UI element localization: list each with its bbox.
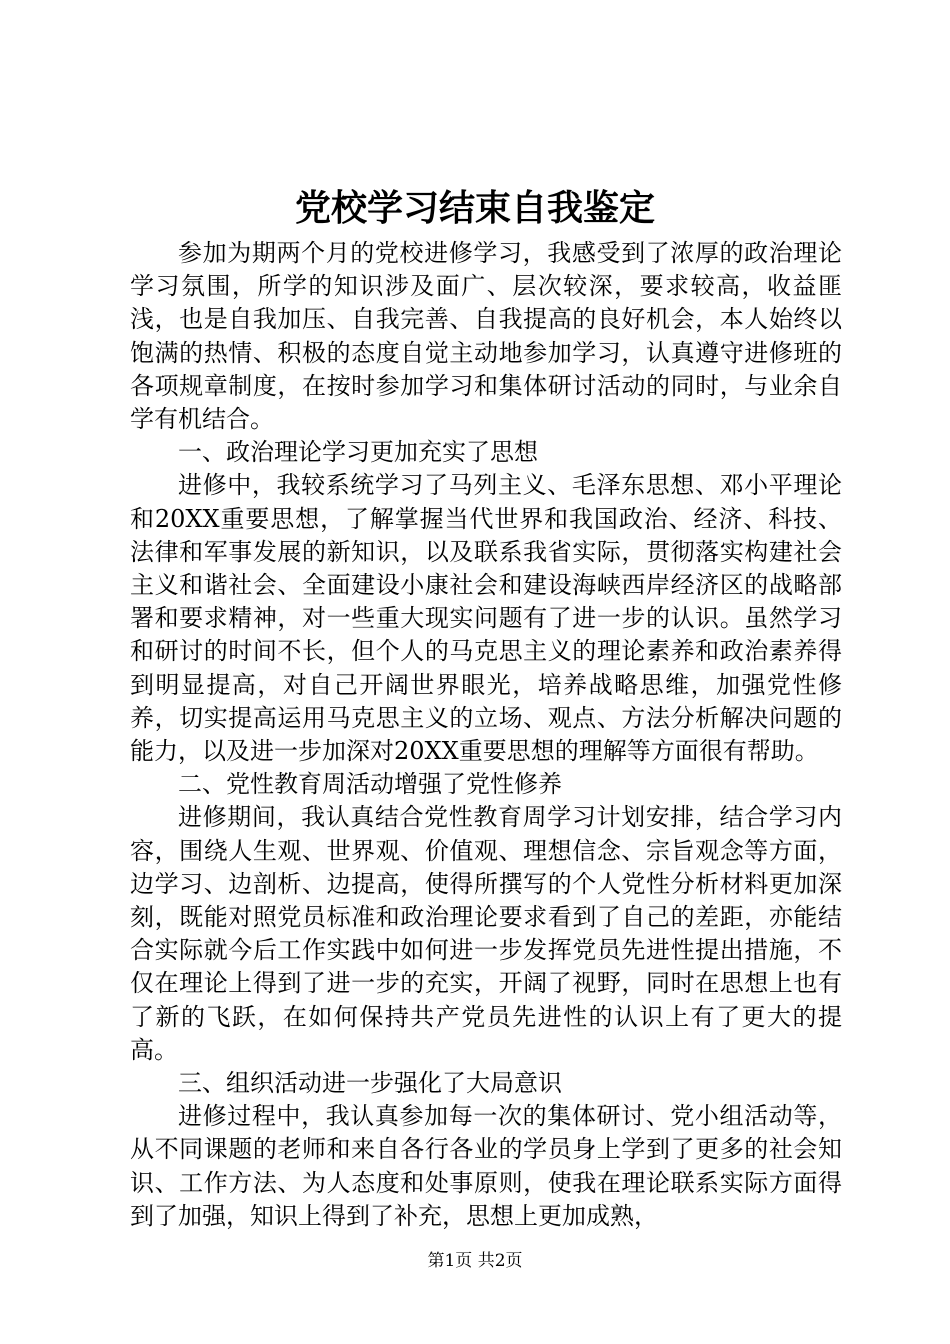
paragraph-intro: 参加为期两个月的党校进修学习，我感受到了浓厚的政治理论学习氛围，所学的知识涉及面广、层次较深，要求较高，收益匪浅，也是自我加压、自我完善、自我提高的良好机会，本人始终以饱满的热情、积极的态度自觉主动地参加学习，认真遵守进修班的各项规章制度，在按时参加学习和集体研讨活动的同时，与业余自学有机结合。 [130, 239, 842, 434]
paragraph-section-3: 进修过程中，我认真参加每一次的集体研讨、党小组活动等，从不同课题的老师和来自各行各业的学员身上学到了更多的社会知识、工作方法、为人态度和处事原则，使我在理论联系实际方面得到了加强，知识上得到了补充，思想上更加成熟， [130, 1102, 842, 1230]
paragraph-section-1: 进修中，我较系统学习了马列主义、毛泽东思想、邓小平理论和20XX重要思想，了解掌握当代世界和我国政治、经济、科技、法律和军事发展的新知识，以及联系我省实际，贯彻落实构建社会主义和谐社会、全面建设小康社会和建设海峡西岸经济区的战略部署和要求精神，对一些重大现实问题有了进一步的认识。虽然学习和研讨的时间不长，但个人的马克思主义的理论素养和政治素养得到明显提高，对自己开阔世界眼光，培养战略思维，加强党性修养，切实提高运用马克思主义的立场、观点、方法分析解决问题的能力，以及进一步加深对20XX重要思想的理解等方面很有帮助。 [130, 471, 842, 766]
section-heading-1: 一、政治理论学习更加充实了思想 [178, 438, 538, 467]
document-body [130, 237, 842, 1233]
page-footer: 第1页 共2页 [427, 1251, 523, 1271]
section-heading-3: 三、组织活动进一步强化了大局意识 [178, 1069, 562, 1098]
section-heading-2: 二、党性教育周活动增强了党性修养 [178, 770, 562, 799]
document-title: 党校学习结束自我鉴定 [294, 187, 655, 229]
paragraph-section-2: 进修期间，我认真结合党性教育周学习计划安排，结合学习内容，围绕人生观、世界观、价值观、理想信念、宗旨观念等方面，边学习、边剖析、边提高，使得所撰写的个人党性分析材料更加深刻，既能对照党员标准和政治理论要求看到了自己的差距，亦能结合实际就今后工作实践中如何进一步发挥党员先进性提出措施，不仅在理论上得到了进一步的充实，开阔了视野，同时在思想上也有了新的飞跃，在如何保持共产党员先进性的认识上有了更大的提高。 [130, 803, 842, 1064]
